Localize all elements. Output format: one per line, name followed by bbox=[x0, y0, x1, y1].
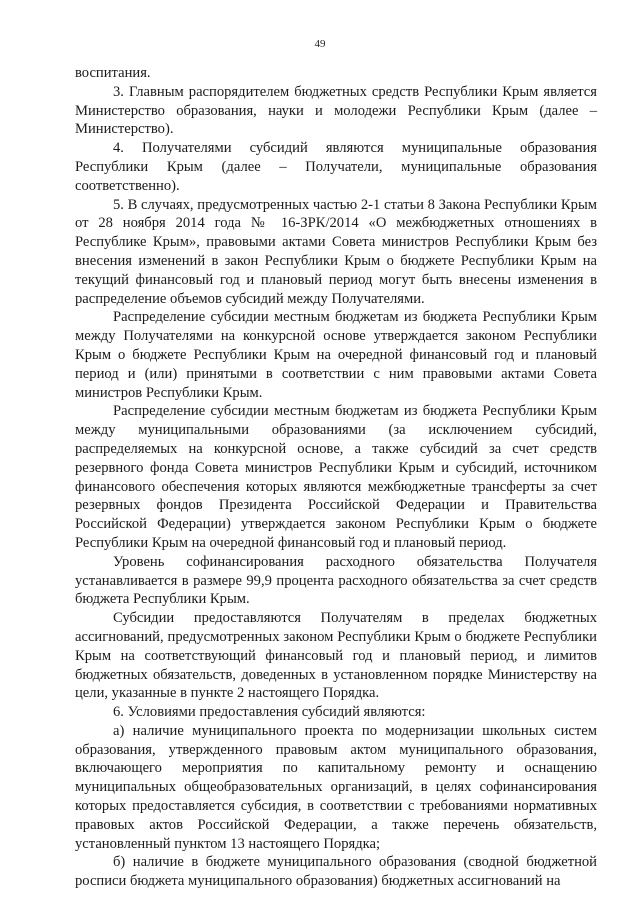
paragraph-0: воспитания. bbox=[75, 65, 151, 81]
paragraph-item-6: 6. Условиями предоставления субсидий являются: bbox=[113, 704, 426, 721]
paragraph-item-4: 4. Получателями субсидий являются муниципальные образования Республики Крым (далее – Получатели, муниципальные образования соответственно). bbox=[75, 140, 597, 194]
paragraph-competitive-distribution: Распределение субсидии местным бюджетам из бюджета Республики Крым между Получателями на конкурсной основе утверждается законом Республики Крым о бюджете Республики Крым на очередной финансовый год и плановый период и (или) принятыми в соответствии с ним правовыми актами Совета министров Республики Крым. bbox=[75, 309, 597, 401]
paragraph-item-5: 5. В случаях, предусмотренных частью 2-1 статьи 8 Закона Республики Крым от 28 ноября 2014 года № 16-ЗРК/2014 «О межбюджетных отношениях в Республике Крым», правовыми актами Совета министров Республики Крым без внесения изменений в закон Республики Крым о бюджете Республики Крым на текущий финансовый год и плановый период могут быть внесены изменения в распределение объемов субсидий между Получателями. bbox=[75, 196, 597, 307]
paragraph-item-6a: а) наличие муниципального проекта по модернизации школьных систем образования, утвержденного правовым актом муниципального образования, включающего мероприятия по капитальному ремонту и оснащению муниципальных общеобразовательных организаций, в целях софинансирования которых предоставляется субсидия, в соответствии с требованиями нормативных правовых актов Российской Федерации, а также перечень обязательств, установленный пунктом 13 настоящего Порядка; bbox=[75, 722, 597, 852]
paragraph-item-6b: б) наличие в бюджете муниципального образования (сводной бюджетной росписи бюджета муниципального образования) бюджетных ассигнований на bbox=[75, 854, 597, 890]
paragraph-municipal-distribution: Распределение субсидии местным бюджетам из бюджета Республики Крым между муниципальными образованиями (за исключением субсидий, распределяемых на конкурсной основе, а также субсидий за счет средств резервного фонда Совета министров Республики Крым и субсидий, источником финансового обеспечения которых являются межбюджетные трансферты за счет резервных фондов Президента Российской Федерации и Правительства Российской Федерации) утверждается законом Республики Крым о бюджете Республики Крым на очередной финансовый год и плановый период. bbox=[75, 403, 597, 551]
paragraph-item-3: 3. Главным распорядителем бюджетных средств Республики Крым является Министерство образования, науки и молодежи Республики Крым (далее – Министерство). bbox=[75, 83, 597, 138]
paragraph-cofinancing-level: Уровень софинансирования расходного обязательства Получателя устанавливается в размере 99,9 процента расходного обязательства за счет средств бюджета Республики Крым. bbox=[75, 553, 597, 608]
paragraph-subsidy-limits: Субсидии предоставляются Получателям в пределах бюджетных ассигнований, предусмотренных законом Республики Крым о бюджете Республики Крым на соответствующий финансовый год и плановый период, и лимитов бюджетных обязательств, доведенных в установленном порядке Министерству на цели, указанные в пункте 2 настоящего Порядка. bbox=[75, 610, 597, 702]
page-number: 49 bbox=[314, 38, 326, 50]
document-body bbox=[75, 64, 597, 891]
